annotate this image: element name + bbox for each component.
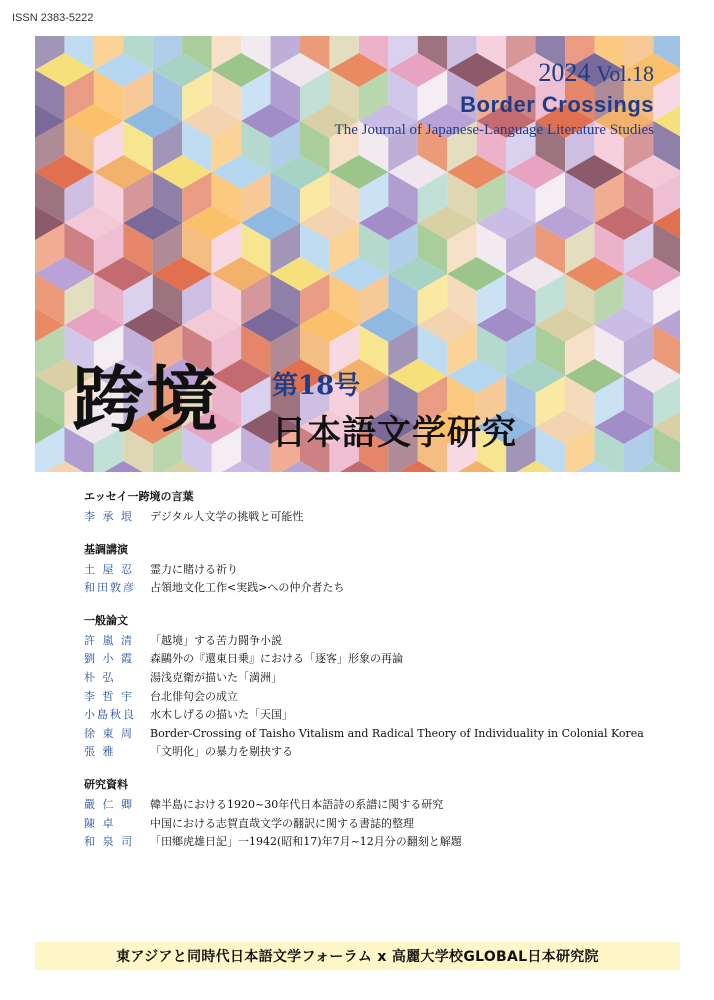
toc-entry <box>84 725 684 744</box>
toc-article-title: 台北俳句会の成立 <box>150 689 238 703</box>
toc-author: 許 嵐 清 <box>84 633 134 647</box>
toc-article-title: 「越境」する苦力闘争小説 <box>150 633 282 647</box>
toc-author: 嚴 仁 卿 <box>84 797 134 811</box>
toc-entry <box>84 579 684 598</box>
volume: Vol.18 <box>596 61 654 86</box>
journal-title: 日本語文学研究 <box>272 413 517 453</box>
toc-entry <box>84 669 684 688</box>
toc-entry <box>84 561 684 580</box>
toc-article-title: 中国における志賀直哉文学の翻訳に関する書誌的整理 <box>150 816 414 830</box>
series-title: Border Crossings <box>460 92 654 117</box>
journal-subtitle: The Journal of Japanese-Language Literature Studies <box>334 122 654 138</box>
issn: ISSN 2383-5222 <box>12 12 94 24</box>
toc-author: 和 泉 司 <box>84 835 134 849</box>
toc-author: 小島秋良 <box>84 708 136 722</box>
toc-entry <box>84 706 684 725</box>
toc-article-title: 「田鄉虎雄日記」一1942(昭和17)年7月~12月分の翻刻と解題 <box>150 835 462 849</box>
section-heading: 基調講演 <box>84 542 128 556</box>
publisher-footer: 東アジアと同時代日本語文学フォーラム x 高麗大学校GLOBAL日本研究院 <box>35 942 680 970</box>
toc-article-title: 湯浅克衛が描いた「満洲」 <box>150 670 282 684</box>
main-title: 跨境 <box>72 357 221 442</box>
toc-author: 李 哲 宇 <box>84 689 134 703</box>
section-heading: 一般論文 <box>84 613 128 627</box>
toc-author: 李 承 垠 <box>84 510 134 523</box>
toc-entry <box>84 508 684 527</box>
toc-entry <box>84 743 684 762</box>
toc-author: 陳 卓 <box>84 816 116 830</box>
volume-line <box>538 58 654 88</box>
toc-entry <box>84 815 684 834</box>
toc-article-title: 水木しげるの描いた「天国」 <box>150 708 293 722</box>
year: 2024 <box>538 58 591 87</box>
issue-number: 第18号 <box>272 371 361 401</box>
toc-entry <box>84 688 684 707</box>
toc-author: 徐 東 周 <box>84 726 134 740</box>
table-of-contents <box>84 488 684 852</box>
toc-article-title: 韓半島における1920~30年代日本語詩の系譜に関する研究 <box>150 797 444 811</box>
toc-entry <box>84 833 684 852</box>
toc-article-title: デジタル人文学の挑戦と可能性 <box>150 510 304 523</box>
toc-author: 朴 弘 <box>84 670 116 684</box>
toc-article-title: 占領地文化工作<実践>への仲介者たち <box>150 581 345 595</box>
toc-author: 和田敦彦 <box>84 581 136 595</box>
toc-author: 劉 小 霞 <box>84 652 134 666</box>
section-heading: エッセイ一跨境の言葉 <box>84 490 194 503</box>
toc-entry <box>84 796 684 815</box>
section-heading: 研究資料 <box>84 777 128 791</box>
toc-author: 土 屋 忍 <box>84 562 134 576</box>
toc-article-title: 「文明化」の暴力を剔抉する <box>150 745 293 759</box>
toc-entry <box>84 650 684 669</box>
toc-article-title: 霊力に賭ける祈り <box>150 562 238 576</box>
toc-entry <box>84 632 684 651</box>
toc-article-title: 森鷗外の『還東日乗』における「逐客」形象の再論 <box>150 652 403 666</box>
toc-author: 張 雅 <box>84 745 116 759</box>
toc-article-title: Border-Crossing of Taisho Vitalism and Radical Theory of Individuality in Colonial Korea <box>150 726 644 740</box>
